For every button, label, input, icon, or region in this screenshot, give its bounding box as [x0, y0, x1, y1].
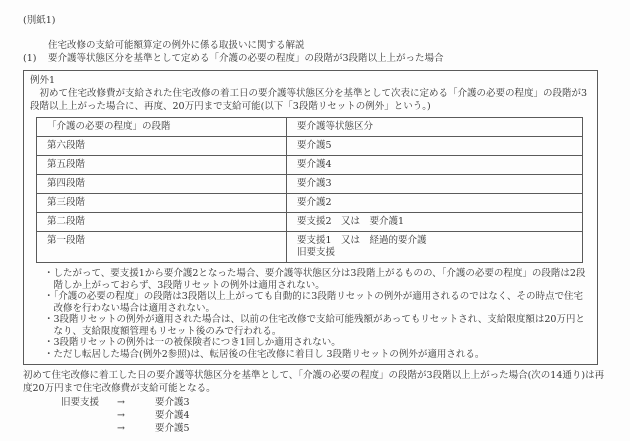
note-item: ・「介護の必要の程度」の段階は3段階以上上がっても自動的に3段階リセットの例外が適用されるのではなく、その時点で住宅改修を行わない場合は適用されない。 [44, 291, 584, 314]
table-row [37, 213, 583, 232]
level-cell: 第二段階 [37, 213, 287, 232]
upgrade-mapping [61, 396, 608, 435]
note-item: ・したがって、要支援1から要介護2となった場合、要介護等状態区分は3段階上がるものの、「介護の必要の程度」の段階は2段階しか上がっておらず、3段階リセットの例外は適用されない。 [44, 268, 586, 291]
note-item: ・ただし転居した場合(例外2参照)は、転居後の住宅改修に着目し 3段階リセットの例外が適用される。 [44, 348, 485, 360]
mapping-from [61, 409, 117, 422]
notes-list [44, 268, 589, 360]
arrow-icon: → [117, 423, 125, 434]
table-row [37, 156, 583, 175]
mapping-from [61, 422, 117, 435]
category-cell: 要支援2 又は 要介護1 [287, 213, 583, 232]
care-level-table [36, 117, 583, 263]
section-heading [23, 52, 608, 65]
category-cell: 要介護2 [287, 194, 583, 213]
level-cell: 第五段階 [37, 156, 287, 175]
mapping-to: 要介護4 [155, 410, 190, 421]
note-item: ・3段階リセットの例外が適用された場合は、以前の住宅改修で支給可能残額があってもリセットされ、支給限度額は20万円となり、支給限度額管理もリセット後のみで行われる。 [44, 314, 585, 337]
exception1-heading: 例外1 [30, 75, 56, 86]
column-header-category: 要介護等状態区分 [287, 118, 583, 137]
category-line1: 要支援1 又は 経過的要介護 [297, 235, 427, 246]
exception1-intro: 初めて住宅改修費が支給された住宅改修の着工日の要介護等状態区分を基準として次表に定める「介護の必要の程度」の段階が3段階以上上がった場合に、再度、20万円まで支給可能(以下「3段階リセットの例外」という。) [30, 88, 588, 112]
table-row [37, 137, 583, 156]
section-title: 要介護等状態区分を基準として定める「介護の必要の程度」の段階が3段階以上上がった場合 [48, 53, 444, 64]
table-row [37, 175, 583, 194]
mapping-row [61, 409, 608, 422]
category-cell: 要介護5 [287, 137, 583, 156]
table-row [37, 232, 583, 263]
level-cell: 第四段階 [37, 175, 287, 194]
level-cell: 第三段階 [37, 194, 287, 213]
arrow-icon: → [117, 410, 125, 421]
closing-paragraph: 初めて住宅改修に着工した日の要介護等状態区分を基準として、「介護の必要の程度」の段階が3段階以上上がった場合(次の14通り)は再度20万円まで住宅改修費が支給可能となる。 [23, 370, 605, 394]
table-row [37, 194, 583, 213]
category-cell: 要介護4 [287, 156, 583, 175]
mapping-from: 旧要支援 [61, 397, 100, 408]
mapping-row [61, 396, 608, 409]
mapping-row [61, 422, 608, 435]
mapping-to: 要介護5 [155, 423, 190, 434]
level-cell: 第一段階 [37, 232, 287, 263]
section-number: (1) [23, 53, 37, 64]
page-title: 住宅改修の支給可能額算定の例外に係る取扱いに関する解説 [48, 40, 305, 51]
mapping-to: 要介護3 [155, 397, 190, 408]
attachment-tag: (別紙1) [23, 15, 56, 26]
category-cell [287, 232, 583, 263]
category-line2: 旧要支援 [297, 247, 336, 258]
column-header-level: 「介護の必要の程度」の段階 [37, 118, 287, 137]
table-header-row [37, 118, 583, 137]
category-cell: 要介護3 [287, 175, 583, 194]
note-item: ・3段階リセットの例外は一の被保険者につき1回しか適用されない。 [44, 337, 341, 348]
level-cell: 第六段階 [37, 137, 287, 156]
exception1-box [23, 70, 598, 365]
arrow-icon: → [117, 397, 125, 408]
